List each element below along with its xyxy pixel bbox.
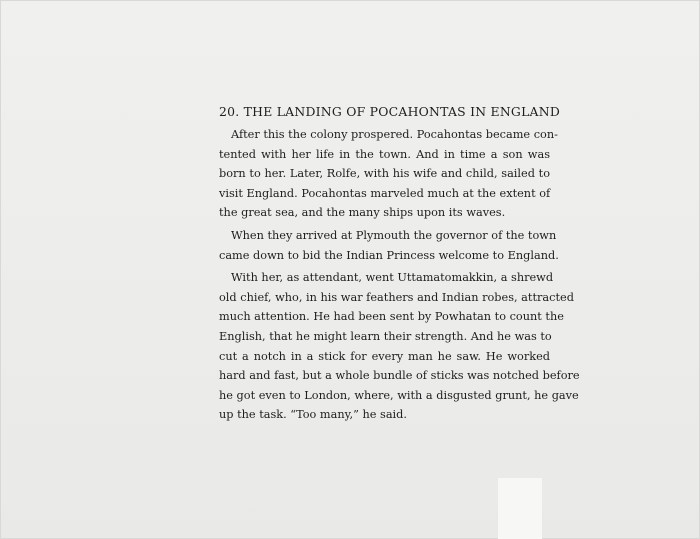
paper-blemish <box>498 478 542 539</box>
text-line: With her, as attendant, went Uttamatomakkin, a shrewd <box>231 271 554 285</box>
text-line: cut a notch in a stick for every man he saw. He worked <box>219 349 550 363</box>
paragraph-1 <box>219 125 558 223</box>
text-line: After this the colony prospered. Pocahontas became con- <box>231 128 558 141</box>
text-line: born to her. Later, Rolfe, with his wife and child, sailed to <box>219 167 550 181</box>
text-line: the great sea, and the many ships upon its waves. <box>219 206 506 220</box>
text-line: he got even to London, where, with a disgusted grunt, he gave <box>219 388 579 402</box>
text-line: visit England. Pocahontas marveled much at the extent of <box>219 186 551 200</box>
chapter-heading: 20. THE LANDING OF POCAHONTAS IN ENGLAND <box>219 104 561 119</box>
text-line: up the task. “Too many,” he said. <box>219 408 407 422</box>
paragraph-3 <box>219 268 580 425</box>
text-line: old chief, who, in his war feathers and Indian robes, attracted <box>219 290 574 304</box>
text-line: When they arrived at Plymouth the governor of the town <box>231 228 557 242</box>
paragraph-2 <box>219 226 559 265</box>
text-line: came down to bid the Indian Princess welcome to England. <box>219 248 559 262</box>
text-line: much attention. He had been sent by Powhatan to count the <box>219 310 564 324</box>
text-block <box>219 101 580 428</box>
text-line: English, that he might learn their strength. And he was to <box>219 329 552 343</box>
text-line: tented with her life in the town. And in time a son was <box>219 147 550 161</box>
text-line: hard and fast, but a whole bundle of sticks was notched before <box>219 369 580 383</box>
